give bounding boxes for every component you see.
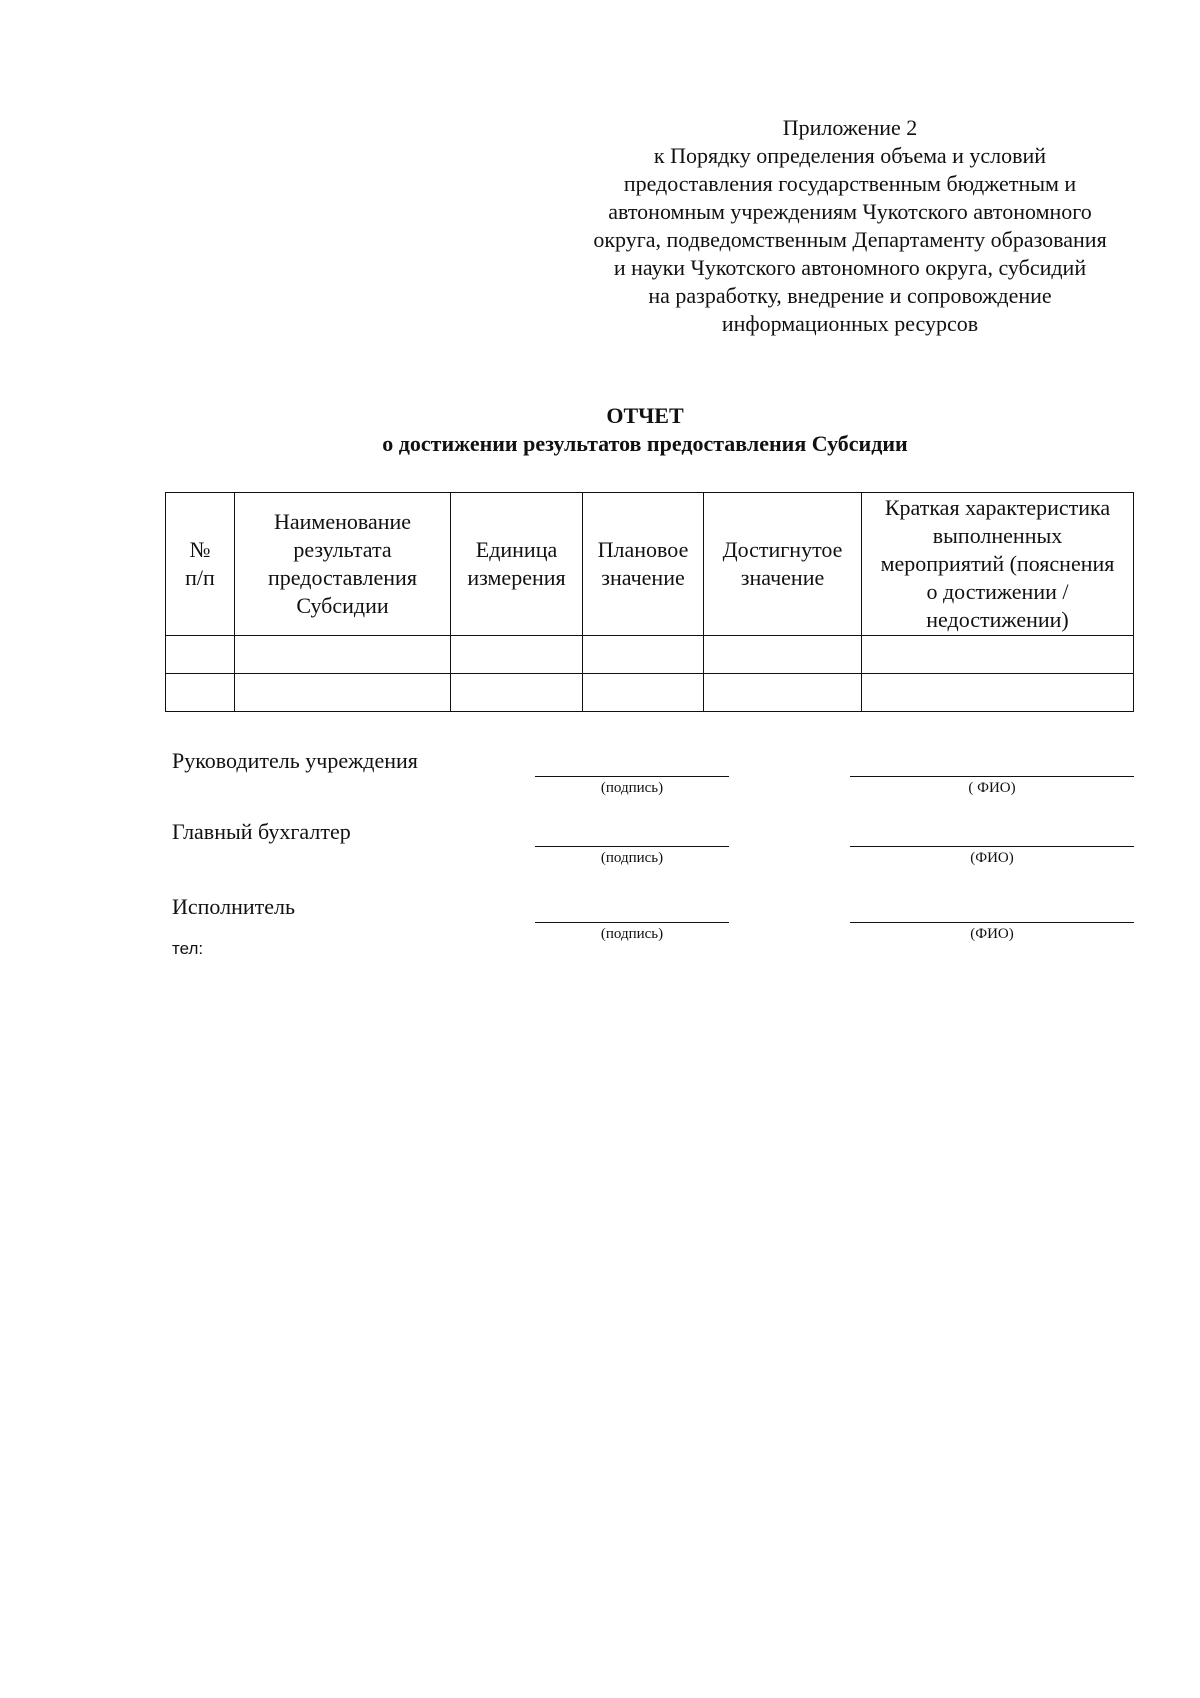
appendix-line: автономным учреждениям Чукотского автономного <box>608 199 1092 224</box>
appendix-line: информационных ресурсов <box>721 311 979 336</box>
appendix-line: к Порядку определения объема и условий <box>653 143 1047 168</box>
appendix-line: предоставления государственным бюджетным и <box>623 171 1077 196</box>
name-caption: ( ФИО) <box>968 780 1016 796</box>
header-result-name: Наименование результата предоставления Субсидии <box>235 493 451 636</box>
table-cell <box>583 674 704 712</box>
table-cell <box>166 674 235 712</box>
signature-caption: (подпись) <box>600 780 664 796</box>
header-number: № п/п <box>166 493 235 636</box>
table-cell <box>235 674 451 712</box>
phone-label: тел: <box>172 939 204 958</box>
signature-label: Главный бухгалтер <box>172 819 351 844</box>
appendix-header <box>540 114 1160 338</box>
table-cell <box>451 674 583 712</box>
table-cell <box>704 674 862 712</box>
header-description: Краткая характеристика выполненных мероприятий (пояснения о достижении / недостижении) <box>862 493 1134 636</box>
header-planned-value: Плановое значение <box>583 493 704 636</box>
name-line <box>850 776 1134 777</box>
report-subtitle: о достижении результатов предоставления Субсидии <box>382 431 908 456</box>
appendix-line: округа, подведомственным Департаменту образования <box>593 227 1107 252</box>
header-unit: Единица измерения <box>451 493 583 636</box>
table-cell <box>862 636 1134 674</box>
table-row <box>166 674 1134 712</box>
signature-caption: (подпись) <box>600 926 664 942</box>
table-cell <box>583 636 704 674</box>
signature-line <box>535 922 729 923</box>
name-line <box>850 846 1134 847</box>
table-cell <box>166 636 235 674</box>
report-title: ОТЧЕТ <box>606 403 684 428</box>
signature-label: Руководитель учреждения <box>172 748 418 773</box>
signature-caption: (подпись) <box>600 850 664 866</box>
signature-line <box>535 846 729 847</box>
table-cell <box>451 636 583 674</box>
name-caption: (ФИО) <box>970 850 1014 866</box>
table-header-row <box>166 493 1134 636</box>
appendix-line: и науки Чукотского автономного округа, субсидий <box>613 255 1087 280</box>
appendix-line: Приложение 2 <box>782 115 918 140</box>
signature-line <box>535 776 729 777</box>
appendix-line: на разработку, внедрение и сопровождение <box>648 283 1052 308</box>
table-cell <box>704 636 862 674</box>
signature-label: Исполнитель <box>172 894 296 919</box>
table-cell <box>862 674 1134 712</box>
name-line <box>850 922 1134 923</box>
name-caption: (ФИО) <box>970 926 1014 942</box>
report-table <box>165 492 1134 712</box>
table-row <box>166 636 1134 674</box>
header-achieved-value: Достигнутое значение <box>704 493 862 636</box>
table-cell <box>235 636 451 674</box>
